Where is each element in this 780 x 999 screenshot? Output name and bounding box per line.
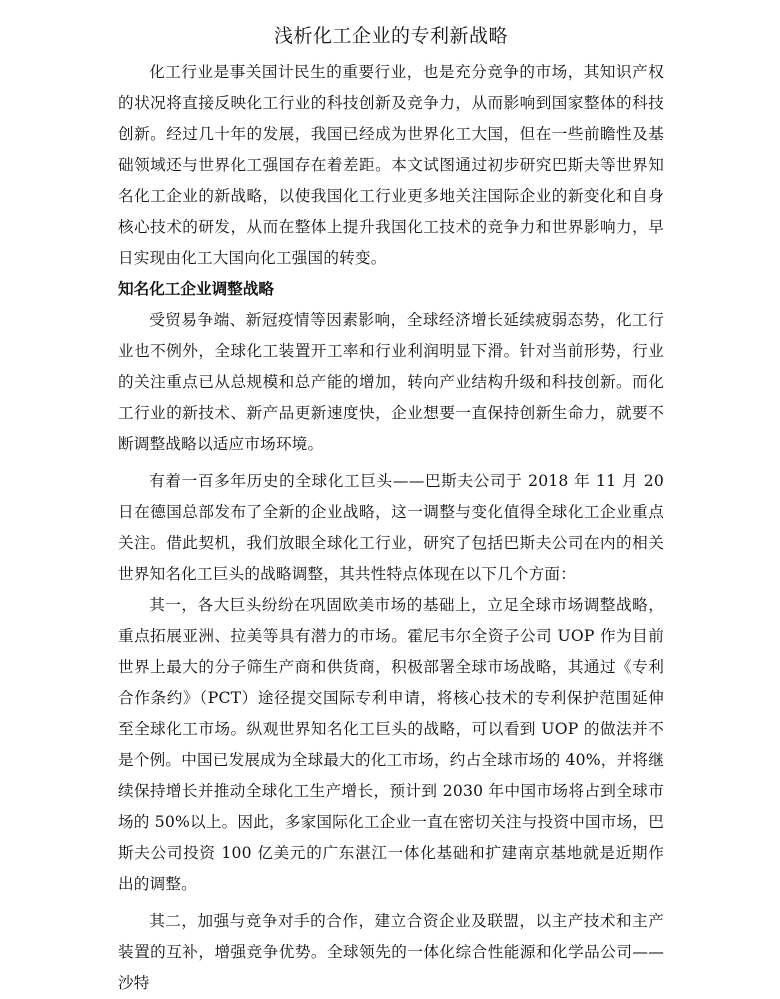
intro-paragraph: 化工行业是事关国计民生的重要行业，也是充分竞争的市场，其知识产权的状况将直接反映化工行业的科技创新及竞争力，从而影响到国家整体的科技创新。经过几十年的发展，我国已经成为世界化工大国，但在一些前瞻性及基础领域还与世界化工强国存在着差距。本文试图通过初步研究巴斯夫等世界知名化工企业的新战略，以使我国化工行业更多地关注国际企业的新变化和自身核心技术的研发，从而在整体上提升我国化工技术的竞争力和世界影响力，早日实现由化工大国向化工强国的转变。 (118, 63, 664, 267)
document-title: 浅析化工企业的专利新战略 (273, 25, 508, 47)
body-paragraph-2: 有着一百多年历史的全球化工巨头——巴斯夫公司于 2018 年 11 月 20 日在德国总部发布了全新的企业战略，这一调整与变化值得全球化工企业重点关注。借此契机，我们放眼全球化工行业，研究了包括巴斯夫公司在内的相关世界知名化工巨头的战略调整，其共性特点体现在以下几个方面： (118, 472, 664, 583)
section-heading: 知名化工企业调整战略 (118, 280, 274, 298)
body-paragraph-3: 其一，各大巨头纷纷在巩固欧美市场的基础上，立足全球市场调整战略，重点拓展亚洲、拉美等具有潜力的市场。霍尼韦尔全资子公司 UOP 作为目前世界上最大的分子筛生产商和供货商，积极部署全球市场战略，其通过《专利合作条约》（PCT）途径提交国际专利申请，将核心技术的专利保护范围延伸至全球化工市场。纵观世界知名化工巨头的战略，可以看到 UOP 的做法并不是个例。中国已发展成为全球最大的化工市场，约占全球市场的 40%，并将继续保持增长并推动全球化工生产增长，预计到 2030 年中国市场将占到全球市场的 50%以上。因此，多家国际化工企业一直在密切关注与投资中国市场，巴斯夫公司投资 100 亿美元的广东湛江一体化基础和扩建南京基地就是近期作出的调整。 (118, 596, 664, 893)
body-paragraph-4: 其二，加强与竞争对手的合作，建立合资企业及联盟，以主产技术和主产装置的互补，增强竞争优势。全球领先的一体化综合性能源和化学品公司——沙特 (118, 912, 664, 992)
body-paragraph-1: 受贸易争端、新冠疫情等因素影响，全球经济增长延续疲弱态势，化工行业也不例外，全球化工装置开工率和行业利润明显下滑。针对当前形势，行业的关注重点已从总规模和总产能的增加，转向产业结构升级和科技创新。而化工行业的新技术、新产品更新速度快，企业想要一直保持创新生命力，就要不断调整战略以适应市场环境。 (118, 311, 664, 453)
document-page (118, 0, 664, 999)
